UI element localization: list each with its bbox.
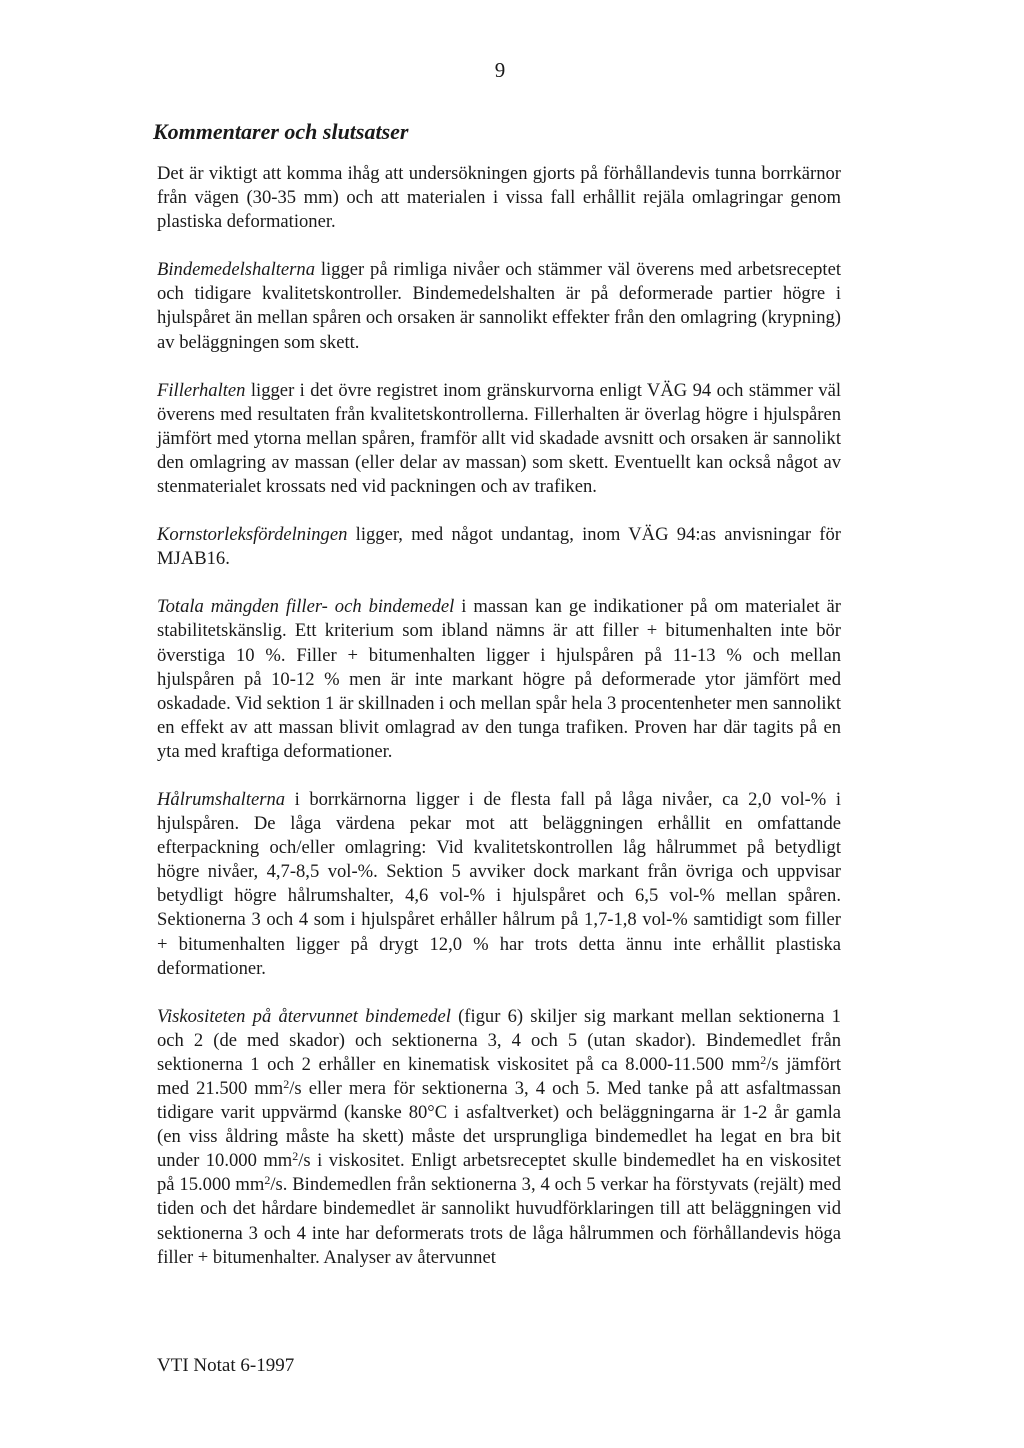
superscript-2: 2 xyxy=(760,1052,767,1067)
paragraph-totala-mangden xyxy=(157,595,841,764)
paragraph-text: (figur 6) skiljer sig markant mellan sektionerna 1 och 2 (de med skador) och sektionerna 3, 4 och 5 (utan skador). Bindemedlet från sektionerna 1 och 2 erhåller en kinematisk viskositet på ca 8.000-11.500 mm xyxy=(157,1005,841,1075)
paragraph-kornstorleksfordelningen xyxy=(157,523,841,571)
paragraph-text: /s jämfört med 21.500 mm xyxy=(157,1053,841,1099)
paragraph-text: i massan kan ge indikationer på om materialet är stabilitetskänslig. Ett kriterium som ibland nämns är att filler + bitumenhalten inte bör överstiga 10 %. Filler + bitumenhalten ligger i hjulspåren på 11-13 % och mellan hjulspåren på 10-12 % men är inte markant högre på deformerade ytor jämfört med oskadade. Vid sektion 1 är skillnaden i och mellan spår hela 3 procentenheter men sannolikt en effekt av att massan blivit omlagrad av den tunga trafiken. Proven har där tagits på en yta med kraftiga deformationer. xyxy=(157,596,841,762)
paragraph-viskositeten xyxy=(157,1005,841,1270)
paragraph-text: /s. Bindemedlen från sektionerna 3, 4 och 5 verkar ha förstyvats (rejält) med tiden och det hårdare bindemedlet är sannolikt huvudförklaringen till att beläggningen vid sektionerna 3 och 4 inte har deformerats trots de låga hålrummen och förhållandevis höga filler + bitumenhalter. Analyser av återvunnet xyxy=(157,1174,841,1268)
page-number: 9 xyxy=(494,58,506,82)
paragraph-lead: Kornstorleksfördelningen xyxy=(157,524,348,546)
paragraph-text: ligger i det övre registret inom gränskurvorna enligt VÄG 94 och stämmer väl överens med resultaten från kvalitetskontrollerna. Fillerhalten är överlag högre i hjulspåren jämfört med ytorna mellan spåren, framför allt vid skadade avsnitt och orsaken är sannolikt den omlagring av massan (eller delar av massan) som skett. Eventuellt kan också något av stenmaterialet krossats ned vid packningen och av trafiken. xyxy=(157,379,841,498)
body-text xyxy=(157,162,841,1294)
superscript-2: 2 xyxy=(292,1149,299,1164)
paragraph-lead: Hålrumshalterna xyxy=(157,788,286,810)
paragraph-fillerhalten xyxy=(157,379,841,499)
paragraph-text: ligger, med något undantag, inom VÄG 94:as anvisningar för MJAB16. xyxy=(157,524,841,570)
paragraph-lead: Viskositeten på återvunnet bindemedel xyxy=(157,1005,451,1027)
paragraph-halrumshalterna xyxy=(157,788,841,981)
paragraph-text: /s eller mera för sektionerna 3, 4 och 5. Med tanke på att asfaltmassan tidigare varit uppvärmd (kanske 80°C i asfaltverket) och beläggningarna är 1-2 år gamla (en viss åldring måste ha skett) måste det ursprungliga bindemedlet ha legat en bra bit under 10.000 mm xyxy=(157,1078,841,1172)
paragraph-text: i borrkärnorna ligger i de flesta fall på låga nivåer, ca 2,0 vol-% i hjulspåren. De låga värdena pekar mot att beläggningen erhållit en omfattande efterpackning och/eller omlagring: Vid kvalitetskontrollen låg hålrummet på betydligt högre nivåer, 4,7-8,5 vol-%. Sektion 5 avviker dock markant från övriga och uppvisar betydligt högre hålrumshalter, 4,6 vol-% i hjulspåret och 6,5 vol-% mellan spåren. Sektionerna 3 och 4 som i hjulspåret erhåller hålrum på 1,7-1,8 vol-% samtidigt som filler + bitumenhalten ligger på drygt 12,0 % har trots detta ännu inte erhållit plastiska deformationer. xyxy=(157,788,841,979)
page-footer: VTI Notat 6-1997 xyxy=(157,1355,295,1376)
paragraph-text: Det är viktigt att komma ihåg att undersökningen gjorts på förhållandevis tunna borrkärnor från vägen (30-35 mm) och att materialen i vissa fall erhållit rejäla omlagringar genom plastiska deformationer. xyxy=(157,163,841,233)
section-heading: Kommentarer och slutsatser xyxy=(153,119,409,144)
paragraph-intro xyxy=(157,162,841,234)
paragraph-lead: Totala mängden filler- och bindemedel xyxy=(157,596,455,618)
superscript-2: 2 xyxy=(283,1077,290,1091)
paragraph-lead: Bindemedelshalterna xyxy=(157,259,316,281)
paragraph-bindemedelshalterna xyxy=(157,258,841,354)
paragraph-text: ligger på rimliga nivåer och stämmer väl överens med arbetsreceptet och tidigare kvalitetskontroller. Bindemedelshalten är på deformerade partier högre i hjulspåret än mellan spåren och orsaken är sannolikt effekter från den omlagring (krypning) av beläggningen som skett. xyxy=(157,259,841,353)
paragraph-text: /s i viskositet. Enligt arbetsreceptet skulle bindemedlet ha en viskositet på 15.000 mm xyxy=(157,1150,841,1196)
paragraph-lead: Fillerhalten xyxy=(157,379,246,401)
superscript-2: 2 xyxy=(264,1173,271,1188)
